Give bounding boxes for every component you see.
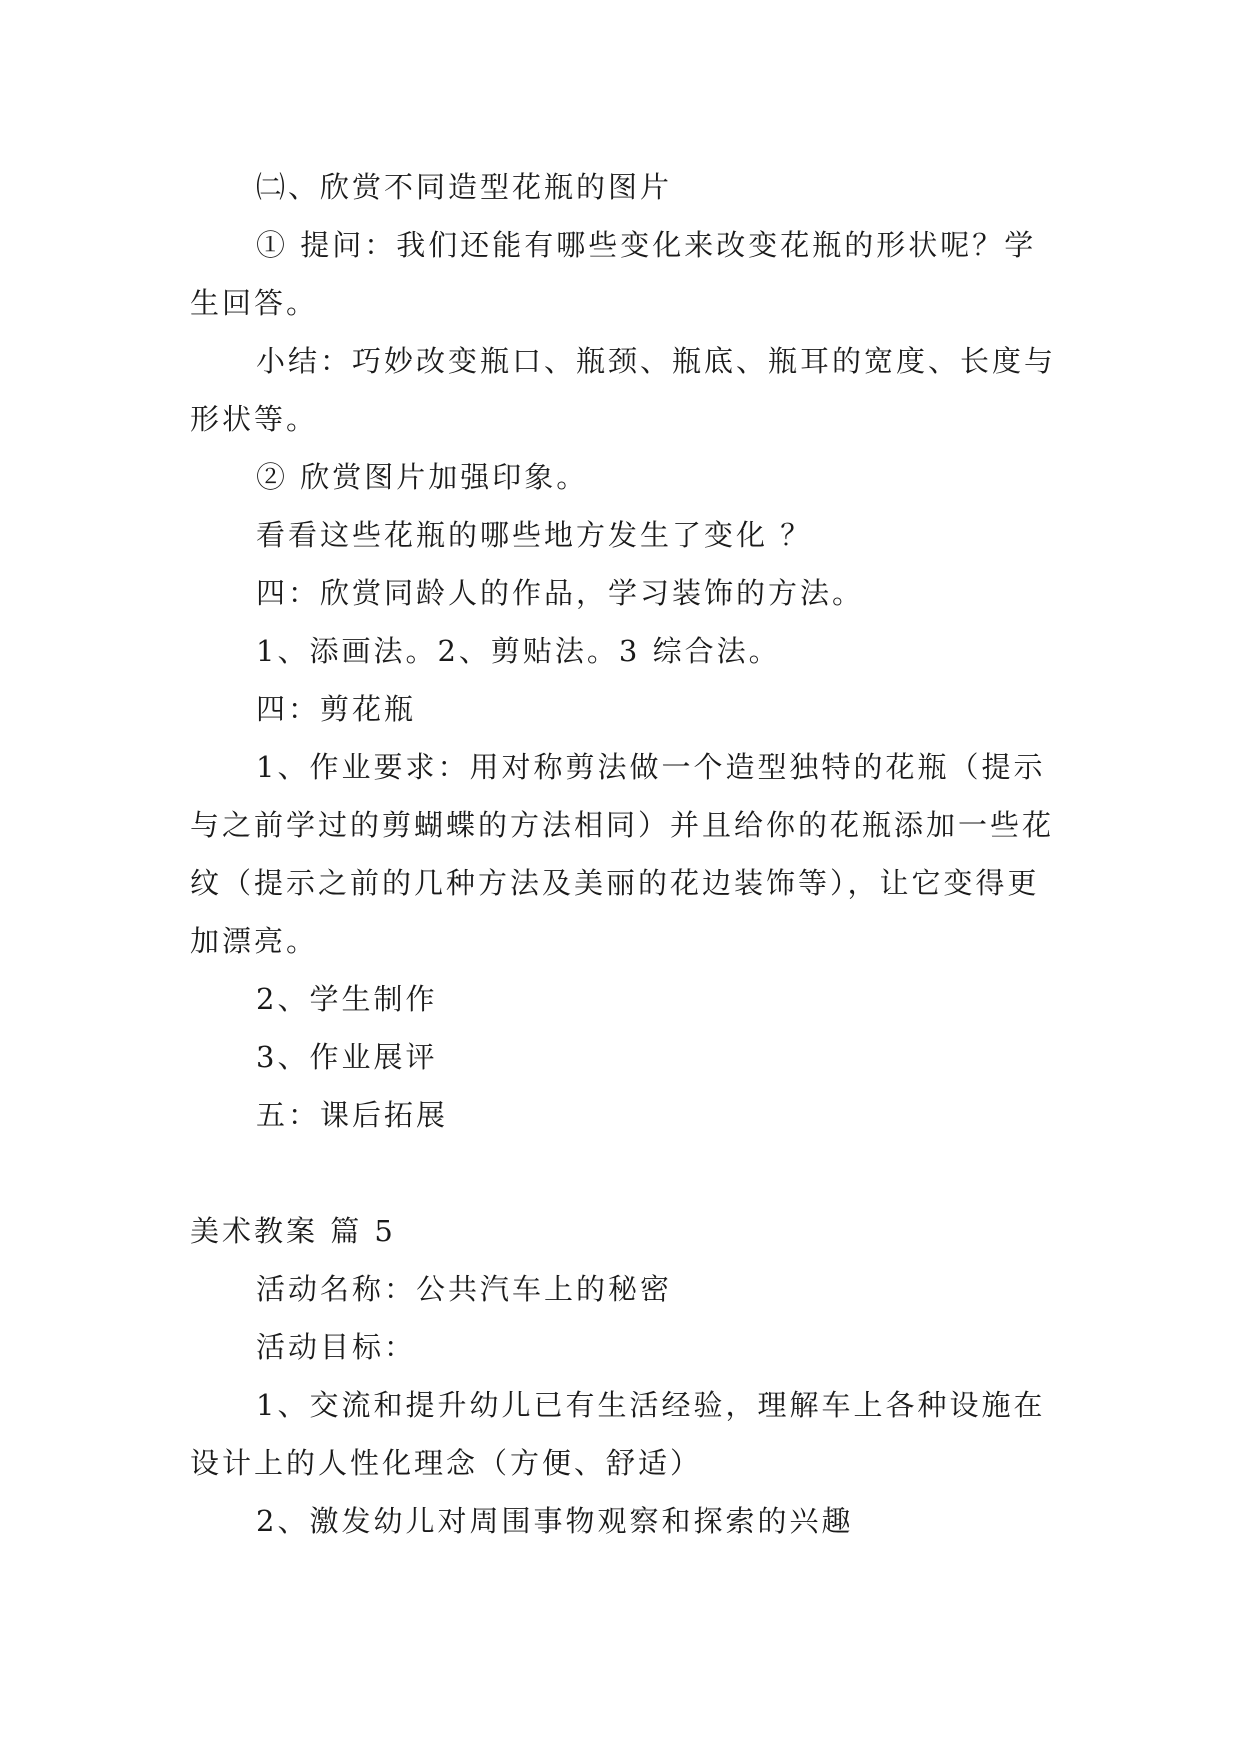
paragraph: ② 欣赏图片加强印象。 [256, 460, 589, 494]
paragraph: ① 提问：我们还能有哪些变化来改变花瓶的形状呢？学生回答。 [190, 228, 1037, 320]
paragraph: 四：欣赏同龄人的作品，学习装饰的方法。 [256, 576, 865, 610]
section-title: 美术教案 篇 5 [190, 1214, 396, 1248]
paragraph: 1、添画法。2、剪贴法。3 综合法。 [256, 634, 781, 668]
paragraph: 看看这些花瓶的哪些地方发生了变化 ？ [256, 518, 813, 552]
paragraph: 四：剪花瓶 [256, 692, 417, 726]
paragraph: 活动目标： [256, 1330, 417, 1364]
paragraph: 2、学生制作 [256, 982, 438, 1016]
paragraph: 3、作业展评 [256, 1040, 438, 1074]
paragraph: 五：课后拓展 [256, 1098, 449, 1132]
paragraph: ㈡、欣赏不同造型花瓶的图片 [256, 170, 673, 204]
paragraph: 1、交流和提升幼儿已有生活经验，理解车上各种设施在设计上的人性化理念（方便、舒适） [190, 1388, 1046, 1480]
paragraph: 活动名称：公共汽车上的秘密 [256, 1272, 673, 1306]
section-spacer [190, 1144, 1058, 1202]
paragraph: 1、作业要求：用对称剪法做一个造型独特的花瓶（提示与之前学过的剪蝴蝶的方法相同）并且给你的花瓶添加一些花纹（提示之前的几种方法及美丽的花边装饰等），让它变得更加漂亮。 [190, 750, 1055, 958]
paragraph: 小结：巧妙改变瓶口、瓶颈、瓶底、瓶耳的宽度、长度与形状等。 [190, 344, 1057, 436]
paragraph: 2、激发幼儿对周围事物观察和探索的兴趣 [256, 1504, 854, 1538]
document-body [190, 158, 1058, 1550]
